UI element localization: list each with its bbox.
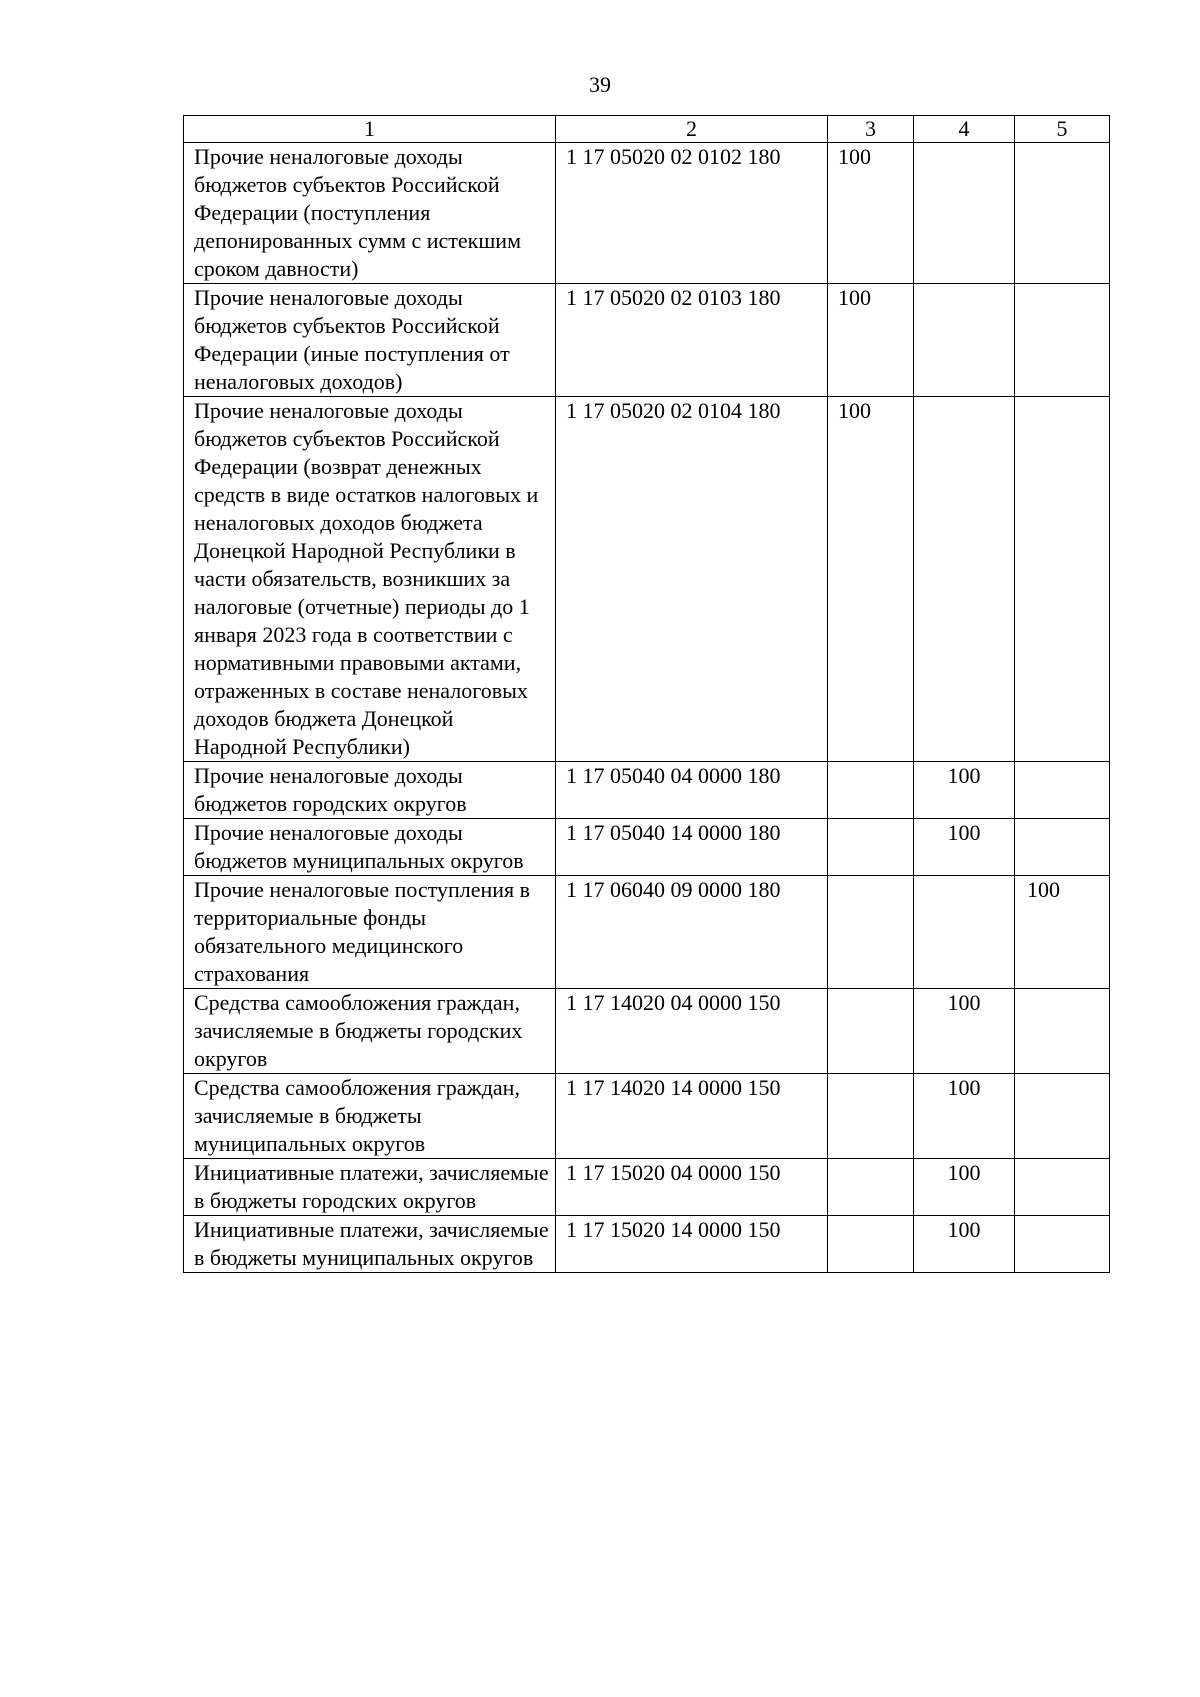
budget-code-cell: 1 17 05040 04 0000 180 xyxy=(556,762,828,819)
table-row xyxy=(184,989,1110,1074)
table-row xyxy=(184,284,1110,397)
column-header-5: 5 xyxy=(1015,116,1110,143)
column-header-1: 1 xyxy=(184,116,556,143)
share-col5-cell xyxy=(1015,762,1110,819)
share-col3-cell xyxy=(828,819,914,876)
share-col5-cell xyxy=(1015,284,1110,397)
share-col4-cell: 100 xyxy=(914,1159,1015,1216)
revenue-name-cell: Прочие неналоговые доходы бюджетов муниципальных округов xyxy=(184,819,556,876)
page-number: 39 xyxy=(589,72,611,97)
revenue-name-cell: Прочие неналоговые доходы бюджетов субъектов Российской Федерации (поступления депонированных сумм с истекшим сроком давности) xyxy=(184,143,556,284)
share-col4-cell: 100 xyxy=(914,1216,1015,1273)
share-col3-cell: 100 xyxy=(828,143,914,284)
revenue-name-cell: Средства самообложения граждан, зачисляемые в бюджеты муниципальных округов xyxy=(184,1074,556,1159)
budget-code-cell: 1 17 15020 04 0000 150 xyxy=(556,1159,828,1216)
table-header-row xyxy=(184,116,1110,143)
table-row xyxy=(184,1074,1110,1159)
share-col3-cell xyxy=(828,1159,914,1216)
share-col5-cell xyxy=(1015,819,1110,876)
share-col3-cell xyxy=(828,762,914,819)
budget-code-cell: 1 17 14020 04 0000 150 xyxy=(556,989,828,1074)
share-col3-cell: 100 xyxy=(828,397,914,762)
share-col4-cell xyxy=(914,876,1015,989)
revenue-name-cell: Прочие неналоговые поступления в территориальные фонды обязательного медицинского страхования xyxy=(184,876,556,989)
revenue-distribution-table xyxy=(183,115,1110,1273)
share-col3-cell xyxy=(828,1216,914,1273)
share-col5-cell xyxy=(1015,397,1110,762)
share-col5-cell xyxy=(1015,1216,1110,1273)
budget-code-cell: 1 17 05020 02 0103 180 xyxy=(556,284,828,397)
revenue-name-cell: Прочие неналоговые доходы бюджетов субъектов Российской Федерации (иные поступления от неналоговых доходов) xyxy=(184,284,556,397)
table-row xyxy=(184,1159,1110,1216)
table-row xyxy=(184,876,1110,989)
share-col4-cell xyxy=(914,284,1015,397)
column-header-3: 3 xyxy=(828,116,914,143)
share-col3-cell xyxy=(828,989,914,1074)
revenue-name-cell: Прочие неналоговые доходы бюджетов субъектов Российской Федерации (возврат денежных средств в виде остатков налоговых и неналоговых доходов бюджета Донецкой Народной Республики в части обязательств, возникших за налоговые (отчетные) периоды до 1 января 2023 года в соответствии с нормативными правовыми актами, отраженных в составе неналоговых доходов бюджета Донецкой Народной Республики) xyxy=(184,397,556,762)
table-row xyxy=(184,397,1110,762)
revenue-name-cell: Инициативные платежи, зачисляемые в бюджеты городских округов xyxy=(184,1159,556,1216)
budget-code-cell: 1 17 05020 02 0102 180 xyxy=(556,143,828,284)
table-row xyxy=(184,143,1110,284)
share-col4-cell xyxy=(914,397,1015,762)
share-col5-cell xyxy=(1015,143,1110,284)
budget-code-cell: 1 17 05040 14 0000 180 xyxy=(556,819,828,876)
share-col3-cell xyxy=(828,876,914,989)
budget-code-cell: 1 17 06040 09 0000 180 xyxy=(556,876,828,989)
table-row xyxy=(184,762,1110,819)
column-header-2: 2 xyxy=(556,116,828,143)
share-col5-cell xyxy=(1015,1074,1110,1159)
table-row xyxy=(184,1216,1110,1273)
budget-code-cell: 1 17 15020 14 0000 150 xyxy=(556,1216,828,1273)
table-row xyxy=(184,819,1110,876)
budget-code-cell: 1 17 05020 02 0104 180 xyxy=(556,397,828,762)
budget-code-cell: 1 17 14020 14 0000 150 xyxy=(556,1074,828,1159)
share-col4-cell: 100 xyxy=(914,989,1015,1074)
share-col5-cell: 100 xyxy=(1015,876,1110,989)
share-col4-cell: 100 xyxy=(914,819,1015,876)
share-col3-cell xyxy=(828,1074,914,1159)
column-header-4: 4 xyxy=(914,116,1015,143)
revenue-name-cell: Средства самообложения граждан, зачисляемые в бюджеты городских округов xyxy=(184,989,556,1074)
share-col4-cell xyxy=(914,143,1015,284)
share-col3-cell: 100 xyxy=(828,284,914,397)
share-col5-cell xyxy=(1015,1159,1110,1216)
revenue-name-cell: Прочие неналоговые доходы бюджетов городских округов xyxy=(184,762,556,819)
share-col4-cell: 100 xyxy=(914,762,1015,819)
share-col4-cell: 100 xyxy=(914,1074,1015,1159)
revenue-name-cell: Инициативные платежи, зачисляемые в бюджеты муниципальных округов xyxy=(184,1216,556,1273)
share-col5-cell xyxy=(1015,989,1110,1074)
